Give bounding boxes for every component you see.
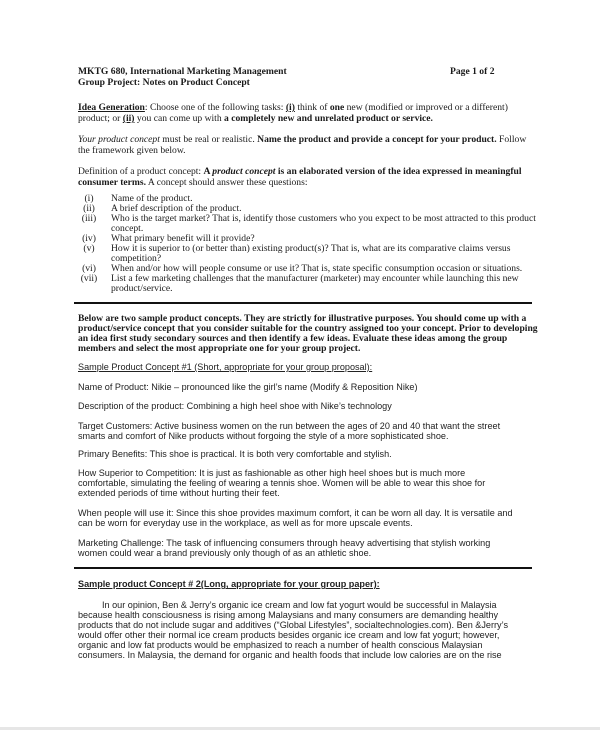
concept-1-name: Name of Product: Nikie – pronounced like the girl’s name (Modify & Reposition Nike) [78,382,418,392]
concept-1-benefits: Primary Benefits: This shoe is practical. It is both very comfortable and stylish. [78,449,392,459]
list-number: (iv) [82,233,96,244]
concept-1-superior: comfortable, simulating the feeling of wearing a tennis shoe. Women will be able to wear this shoe for [78,478,486,488]
idea-generation-line-1: Idea Generation: Choose one of the following tasks: (i) think of one new (modified or improved or a different) [78,102,508,113]
concept-2-heading: Sample product Concept # 2(Long, appropriate for your group paper): [78,579,380,589]
page-number: Page 1 of 2 [450,66,495,77]
definition-line-1: Definition of a product concept: A product concept is an elaborated version of the idea expressed in meaningful [78,166,522,177]
concept-2-paragraph-line: consumers. In Malaysia, the demand for organic and health foods that include low calories are on the rise [78,650,502,660]
list-item: Name of the product. [111,193,193,204]
list-item: List a few marketing challenges that the manufacturer (marketer) may encounter while launching this new [111,273,519,284]
requirement-line-1: Your product concept must be real or realistic. Name the product and provide a concept for your product. Follow [78,134,527,145]
document-subtitle: Group Project: Notes on Product Concept [78,77,250,88]
concept-1-usage: can be worn for everyday use in the workplace, as well as for more upscale events. [78,518,413,528]
intro-line: Below are two sample product concepts. They are strictly for illustrative purposes. You should come up with a [78,313,527,324]
intro-line: members and select the most appropriate one for your group project. [78,343,361,354]
course-title: MKTG 680, International Marketing Management [78,66,287,77]
concept-1-superior: How Superior to Competition: It is just as fashionable as other high heel shoes but is much more [78,468,466,478]
concept-1-heading: Sample Product Concept #1 (Short, appropriate for your group proposal): [78,362,373,372]
concept-1-usage: When people will use it: Since this shoe provides maximum comfort, it can be worn all day. It is versatile and [78,508,513,518]
concept-1-target: Target Customers: Active business women on the run between the ages of 20 and 40 that want the street [78,421,501,431]
list-number: (vii) [80,273,98,284]
definition-line-2: consumer terms. A concept should answer these questions: [78,177,308,188]
list-item: What primary benefit will it provide? [111,233,255,244]
concept-2-paragraph-line: products that do not include sugar and additives (“Global Lifestyles”, socialtechnologies.com). Ben &Jerry’s [78,620,508,630]
concept-1-challenge: Marketing Challenge: The task of influencing consumers through heavy advertising that stylish working [78,538,491,548]
concept-2-paragraph-line: because health consciousness is rising among Malaysians and many consumers are demanding healthy [78,610,499,620]
concept-2-paragraph-line: would offer other their normal ice cream products besides organic ice cream and low fat yogurt; however, [78,630,500,640]
intro-line: product/service concept that you consider suitable for the country assigned too your concept. Prior to developing [78,323,538,334]
section-divider [74,302,532,304]
concept-1-description: Description of the product: Combining a high heel shoe with Nike’s technology [78,401,392,411]
list-item: Who is the target market? That is, identify those customers who you expect to be most attracted to this product [111,213,536,224]
list-number: (v) [83,243,95,254]
list-number: (ii) [83,203,95,214]
list-number: (i) [84,193,94,204]
idea-generation-line-2: product; or (ii) you can come up with a completely new and unrelated product or service. [78,113,433,124]
list-item-continued: product/service. [111,283,173,294]
concept-2-paragraph-line: In our opinion, Ben & Jerry’s organic ice cream and low fat yogurt would be successful in Malaysia [102,600,497,610]
list-item: When and/or how will people consume or use it? That is, state specific consumption occasion or situations. [111,263,523,274]
concept-1-challenge: women could wear a brand previously only though of as an athletic shoe. [78,548,372,558]
concept-1-target: smarts and comfort of Nike products without forgoing the style of a more sophisticated shoe. [78,431,449,441]
requirement-line-2: the framework given below. [78,145,186,156]
list-number: (iii) [81,213,97,224]
section-divider [74,567,532,569]
list-number: (vi) [82,263,96,274]
concept-1-superior: extended periods of time without hurting their feet. [78,488,280,498]
concept-2-paragraph-line: organic and low fat products would be emphasized to reach a number of health conscious Malaysian [78,640,483,650]
list-item-continued: competition? [111,253,162,264]
list-item: How it is superior to (or better than) existing product(s)? That is, what are its comparative claims versus [111,243,511,254]
list-item: A brief description of the product. [111,203,242,214]
intro-line: an idea first study secondary sources and then identify a few ideas. Evaluate these ideas among the group [78,333,508,344]
list-item-continued: concept. [111,223,144,234]
